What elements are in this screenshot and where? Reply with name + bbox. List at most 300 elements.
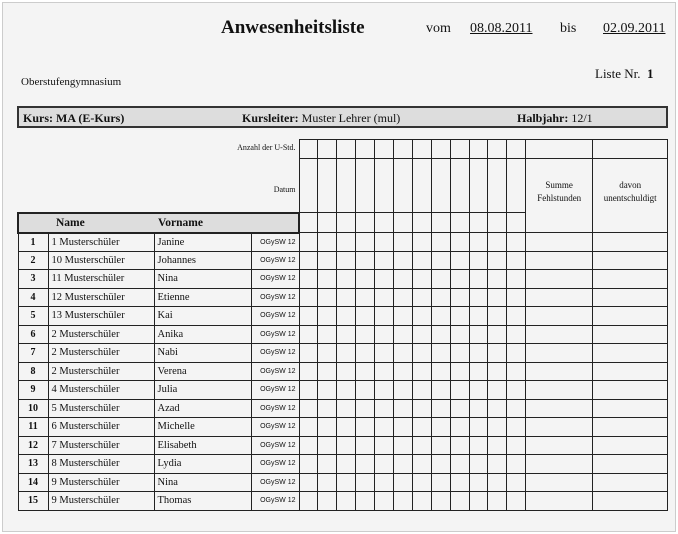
davon-header-top (593, 140, 668, 159)
attendance-cell[interactable] (507, 325, 526, 344)
attendance-cell[interactable] (337, 436, 356, 455)
attendance-cell[interactable] (356, 251, 375, 270)
attendance-cell[interactable] (488, 344, 507, 363)
hours-cell[interactable] (318, 140, 337, 159)
attendance-cell[interactable] (299, 270, 318, 289)
attendance-cell[interactable] (299, 344, 318, 363)
davon-cell[interactable] (593, 307, 668, 326)
attendance-cell[interactable] (318, 270, 337, 289)
attendance-cell[interactable] (469, 473, 488, 492)
hours-cell[interactable] (507, 140, 526, 159)
davon-cell[interactable] (593, 362, 668, 381)
liste-label: Liste Nr. (595, 66, 641, 81)
date-cell[interactable] (412, 159, 431, 213)
attendance-cell[interactable] (488, 492, 507, 511)
attendance-cell[interactable] (375, 399, 394, 418)
attendance-cell[interactable] (299, 455, 318, 474)
date-cell[interactable] (431, 159, 450, 213)
vorname-header: Vorname (154, 213, 251, 233)
student-class: OGySW 12 (251, 436, 299, 455)
attendance-cell[interactable] (431, 362, 450, 381)
attendance-cell[interactable] (375, 288, 394, 307)
student-name: 5 Musterschüler (48, 399, 154, 418)
attendance-cell[interactable] (431, 270, 450, 289)
attendance-cell[interactable] (469, 325, 488, 344)
hours-cell[interactable] (469, 140, 488, 159)
attendance-cell[interactable] (356, 288, 375, 307)
attendance-cell[interactable] (318, 307, 337, 326)
attendance-cell[interactable] (507, 233, 526, 252)
attendance-cell[interactable] (507, 455, 526, 474)
date-cell[interactable] (356, 159, 375, 213)
summe-cell[interactable] (526, 473, 593, 492)
attendance-cell[interactable] (337, 270, 356, 289)
row-number: 6 (18, 325, 48, 344)
row-number: 1 (18, 233, 48, 252)
attendance-cell[interactable] (507, 436, 526, 455)
date-header-cell (337, 213, 356, 233)
kurs: Kurs: MA (E-Kurs) (23, 111, 125, 125)
davon-cell[interactable] (593, 233, 668, 252)
attendance-cell[interactable] (412, 436, 431, 455)
date-cell[interactable] (469, 159, 488, 213)
student-vorname: Lydia (154, 455, 251, 474)
row-number: 2 (18, 251, 48, 270)
attendance-cell[interactable] (507, 492, 526, 511)
hours-cell[interactable] (412, 140, 431, 159)
student-row (18, 436, 668, 455)
date-cell[interactable] (318, 159, 337, 213)
bis-date: 02.09.2011 (603, 21, 666, 36)
attendance-cell[interactable] (356, 325, 375, 344)
attendance-cell[interactable] (469, 307, 488, 326)
attendance-cell[interactable] (318, 325, 337, 344)
attendance-cell[interactable] (412, 362, 431, 381)
student-class: OGySW 12 (251, 473, 299, 492)
student-class: OGySW 12 (251, 362, 299, 381)
davon-cell[interactable] (593, 399, 668, 418)
hours-cell[interactable] (488, 140, 507, 159)
row-number: 12 (18, 436, 48, 455)
attendance-cell[interactable] (299, 418, 318, 437)
student-vorname: Elisabeth (154, 436, 251, 455)
attendance-cell[interactable] (393, 473, 412, 492)
attendance-cell[interactable] (318, 418, 337, 437)
attendance-cell[interactable] (337, 307, 356, 326)
davon-cell[interactable] (593, 455, 668, 474)
attendance-cell[interactable] (318, 344, 337, 363)
attendance-cell[interactable] (488, 251, 507, 270)
attendance-cell[interactable] (488, 399, 507, 418)
attendance-cell[interactable] (431, 344, 450, 363)
attendance-cell[interactable] (488, 325, 507, 344)
attendance-cell[interactable] (469, 344, 488, 363)
hours-cell[interactable] (431, 140, 450, 159)
student-row (18, 288, 668, 307)
student-vorname: Etienne (154, 288, 251, 307)
attendance-cell[interactable] (507, 288, 526, 307)
attendance-cell[interactable] (488, 473, 507, 492)
name-header: Name (48, 213, 154, 233)
attendance-cell[interactable] (488, 455, 507, 474)
student-class: OGySW 12 (251, 307, 299, 326)
attendance-cell[interactable] (299, 362, 318, 381)
attendance-cell[interactable] (412, 455, 431, 474)
student-class: OGySW 12 (251, 325, 299, 344)
student-name: 1 Musterschüler (48, 233, 154, 252)
student-row (18, 455, 668, 474)
attendance-cell[interactable] (337, 399, 356, 418)
summe-cell[interactable] (526, 381, 593, 400)
attendance-cell[interactable] (337, 381, 356, 400)
attendance-cell[interactable] (318, 492, 337, 511)
datum-label: Datum (273, 184, 296, 194)
date-cell[interactable] (375, 159, 394, 213)
attendance-cell[interactable] (375, 344, 394, 363)
attendance-cell[interactable] (412, 251, 431, 270)
kursleiter-value: Muster Lehrer (mul) (301, 111, 401, 125)
attendance-cell[interactable] (393, 288, 412, 307)
summe-cell[interactable] (526, 436, 593, 455)
attendance-cell[interactable] (431, 473, 450, 492)
attendance-cell[interactable] (337, 473, 356, 492)
hours-cell[interactable] (393, 140, 412, 159)
attendance-cell[interactable] (431, 492, 450, 511)
summe-cell[interactable] (526, 307, 593, 326)
attendance-cell[interactable] (469, 381, 488, 400)
davon-cell[interactable] (593, 288, 668, 307)
attendance-cell[interactable] (337, 251, 356, 270)
attendance-cell[interactable] (393, 436, 412, 455)
student-vorname: Verena (154, 362, 251, 381)
attendance-cell[interactable] (356, 492, 375, 511)
attendance-cell[interactable] (299, 288, 318, 307)
attendance-cell[interactable] (375, 418, 394, 437)
attendance-cell[interactable] (356, 418, 375, 437)
attendance-cell[interactable] (393, 233, 412, 252)
date-cell[interactable] (507, 159, 526, 213)
attendance-cell[interactable] (488, 381, 507, 400)
course-info-bar (17, 106, 668, 128)
attendance-cell[interactable] (450, 288, 469, 307)
attendance-cell[interactable] (450, 381, 469, 400)
attendance-cell[interactable] (393, 381, 412, 400)
summe-cell[interactable] (526, 325, 593, 344)
date-header-cell (375, 213, 394, 233)
attendance-cell[interactable] (450, 307, 469, 326)
summe-cell[interactable] (526, 251, 593, 270)
davon-cell[interactable] (593, 344, 668, 363)
attendance-cell[interactable] (507, 251, 526, 270)
attendance-cell[interactable] (488, 288, 507, 307)
attendance-cell[interactable] (450, 251, 469, 270)
attendance-cell[interactable] (299, 307, 318, 326)
attendance-cell[interactable] (393, 307, 412, 326)
attendance-cell[interactable] (450, 233, 469, 252)
attendance-cell[interactable] (507, 381, 526, 400)
date-cell[interactable] (450, 159, 469, 213)
date-header-cell (299, 213, 318, 233)
attendance-cell[interactable] (431, 325, 450, 344)
attendance-cell[interactable] (299, 492, 318, 511)
attendance-cell[interactable] (488, 418, 507, 437)
attendance-cell[interactable] (431, 455, 450, 474)
attendance-cell[interactable] (393, 344, 412, 363)
student-vorname: Thomas (154, 492, 251, 511)
davon-cell[interactable] (593, 473, 668, 492)
attendance-cell[interactable] (318, 473, 337, 492)
attendance-cell[interactable] (299, 325, 318, 344)
student-row (18, 381, 668, 400)
vom-date: 08.08.2011 (470, 21, 533, 36)
vom-label: vom (426, 21, 451, 36)
attendance-cell[interactable] (375, 455, 394, 474)
attendance-cell[interactable] (488, 307, 507, 326)
attendance-cell[interactable] (412, 418, 431, 437)
attendance-cell[interactable] (469, 288, 488, 307)
attendance-cell[interactable] (431, 307, 450, 326)
attendance-cell[interactable] (393, 251, 412, 270)
hours-cell[interactable] (356, 140, 375, 159)
attendance-cell[interactable] (469, 270, 488, 289)
attendance-cell[interactable] (393, 455, 412, 474)
date-cell[interactable] (337, 159, 356, 213)
attendance-cell[interactable] (488, 233, 507, 252)
summe-cell[interactable] (526, 418, 593, 437)
attendance-cell[interactable] (356, 233, 375, 252)
attendance-cell[interactable] (337, 492, 356, 511)
halbjahr-value: 12/1 (571, 111, 593, 125)
davon-cell[interactable] (593, 418, 668, 437)
student-name: 12 Musterschüler (48, 288, 154, 307)
attendance-cell[interactable] (318, 251, 337, 270)
student-row (18, 325, 668, 344)
attendance-cell[interactable] (469, 418, 488, 437)
attendance-cell[interactable] (412, 288, 431, 307)
attendance-cell[interactable] (393, 362, 412, 381)
attendance-cell[interactable] (450, 344, 469, 363)
attendance-cell[interactable] (450, 399, 469, 418)
date-cell[interactable] (488, 159, 507, 213)
summe-cell[interactable] (526, 233, 593, 252)
attendance-cell[interactable] (412, 325, 431, 344)
attendance-cell[interactable] (431, 233, 450, 252)
attendance-cell[interactable] (375, 381, 394, 400)
attendance-cell[interactable] (393, 492, 412, 511)
attendance-cell[interactable] (337, 325, 356, 344)
attendance-cell[interactable] (337, 288, 356, 307)
attendance-cell[interactable] (450, 325, 469, 344)
student-class: OGySW 12 (251, 288, 299, 307)
attendance-cell[interactable] (375, 362, 394, 381)
davon-cell[interactable] (593, 492, 668, 511)
attendance-cell[interactable] (431, 418, 450, 437)
attendance-cell[interactable] (469, 399, 488, 418)
date-header-cell (450, 213, 469, 233)
attendance-cell[interactable] (356, 381, 375, 400)
attendance-cell[interactable] (318, 436, 337, 455)
attendance-cell[interactable] (412, 270, 431, 289)
attendance-cell[interactable] (488, 270, 507, 289)
attendance-cell[interactable] (356, 473, 375, 492)
attendance-cell[interactable] (507, 307, 526, 326)
attendance-cell[interactable] (412, 473, 431, 492)
kursleiter-label: Kursleiter: (242, 111, 299, 125)
attendance-cell[interactable] (412, 233, 431, 252)
davon-cell[interactable] (593, 436, 668, 455)
student-class: OGySW 12 (251, 270, 299, 289)
halbjahr-label: Halbjahr: (517, 111, 569, 125)
attendance-cell[interactable] (393, 325, 412, 344)
kursleiter (242, 111, 400, 126)
attendance-cell[interactable] (337, 418, 356, 437)
attendance-cell[interactable] (431, 288, 450, 307)
attendance-cell[interactable] (299, 399, 318, 418)
attendance-cell[interactable] (318, 288, 337, 307)
student-name: 7 Musterschüler (48, 436, 154, 455)
attendance-cell[interactable] (375, 233, 394, 252)
attendance-cell[interactable] (412, 492, 431, 511)
date-cell[interactable] (393, 159, 412, 213)
attendance-cell[interactable] (356, 455, 375, 474)
date-cell[interactable] (299, 159, 318, 213)
attendance-cell[interactable] (318, 362, 337, 381)
attendance-cell[interactable] (299, 233, 318, 252)
student-vorname: Nabi (154, 344, 251, 363)
attendance-cell[interactable] (318, 399, 337, 418)
summe-cell[interactable] (526, 344, 593, 363)
student-class: OGySW 12 (251, 418, 299, 437)
attendance-cell[interactable] (375, 251, 394, 270)
attendance-cell[interactable] (469, 362, 488, 381)
attendance-cell[interactable] (356, 399, 375, 418)
hours-cell[interactable] (299, 140, 318, 159)
attendance-cell[interactable] (450, 473, 469, 492)
nr-header (18, 213, 48, 233)
liste-number: 1 (647, 66, 654, 81)
davon-cell[interactable] (593, 251, 668, 270)
attendance-cell[interactable] (469, 233, 488, 252)
student-name: 8 Musterschüler (48, 455, 154, 474)
attendance-cell[interactable] (412, 381, 431, 400)
attendance-cell[interactable] (450, 418, 469, 437)
attendance-cell[interactable] (318, 381, 337, 400)
summe-cell[interactable] (526, 270, 593, 289)
halbjahr (517, 111, 593, 126)
attendance-cell[interactable] (299, 381, 318, 400)
student-name: 13 Musterschüler (48, 307, 154, 326)
row-number: 11 (18, 418, 48, 437)
attendance-cell[interactable] (450, 455, 469, 474)
attendance-cell[interactable] (412, 307, 431, 326)
attendance-cell[interactable] (318, 233, 337, 252)
attendance-cell[interactable] (299, 436, 318, 455)
attendance-cell[interactable] (507, 270, 526, 289)
attendance-cell[interactable] (450, 492, 469, 511)
attendance-cell[interactable] (431, 436, 450, 455)
davon-cell[interactable] (593, 381, 668, 400)
school-name: Oberstufengymnasium (21, 76, 122, 88)
attendance-cell[interactable] (375, 492, 394, 511)
summe-cell[interactable] (526, 399, 593, 418)
attendance-cell[interactable] (393, 270, 412, 289)
row-number: 5 (18, 307, 48, 326)
attendance-cell[interactable] (450, 362, 469, 381)
attendance-cell[interactable] (431, 251, 450, 270)
summe-header: Summe Fehlstunden (526, 159, 593, 233)
attendance-cell[interactable] (450, 436, 469, 455)
attendance-cell[interactable] (412, 344, 431, 363)
attendance-cell[interactable] (356, 436, 375, 455)
attendance-cell[interactable] (356, 270, 375, 289)
attendance-cell[interactable] (507, 418, 526, 437)
summe-cell[interactable] (526, 362, 593, 381)
attendance-cell[interactable] (356, 362, 375, 381)
attendance-cell[interactable] (507, 344, 526, 363)
attendance-cell[interactable] (337, 362, 356, 381)
attendance-cell[interactable] (507, 399, 526, 418)
davon-cell[interactable] (593, 325, 668, 344)
attendance-cell[interactable] (375, 325, 394, 344)
attendance-cell[interactable] (375, 307, 394, 326)
hours-cell[interactable] (375, 140, 394, 159)
hours-cell[interactable] (450, 140, 469, 159)
attendance-cell[interactable] (431, 399, 450, 418)
student-row (18, 270, 668, 289)
row-number: 8 (18, 362, 48, 381)
student-class: OGySW 12 (251, 455, 299, 474)
attendance-cell[interactable] (488, 362, 507, 381)
attendance-cell[interactable] (412, 399, 431, 418)
attendance-cell[interactable] (488, 436, 507, 455)
attendance-cell[interactable] (431, 381, 450, 400)
attendance-cell[interactable] (375, 436, 394, 455)
student-row (18, 233, 668, 252)
attendance-cell[interactable] (337, 455, 356, 474)
row-number: 7 (18, 344, 48, 363)
davon-cell[interactable] (593, 270, 668, 289)
attendance-cell[interactable] (507, 362, 526, 381)
summe-header-top (526, 140, 593, 159)
student-row (18, 344, 668, 363)
attendance-cell[interactable] (318, 455, 337, 474)
attendance-cell[interactable] (356, 307, 375, 326)
summe-cell[interactable] (526, 455, 593, 474)
attendance-cell[interactable] (507, 473, 526, 492)
attendance-cell[interactable] (469, 436, 488, 455)
attendance-cell[interactable] (469, 455, 488, 474)
attendance-cell[interactable] (299, 251, 318, 270)
attendance-cell[interactable] (299, 473, 318, 492)
summe-cell[interactable] (526, 288, 593, 307)
attendance-cell[interactable] (337, 344, 356, 363)
attendance-cell[interactable] (393, 399, 412, 418)
attendance-cell[interactable] (375, 270, 394, 289)
attendance-cell[interactable] (469, 492, 488, 511)
student-name: 4 Musterschüler (48, 381, 154, 400)
liste-nr (595, 66, 654, 82)
hours-cell[interactable] (337, 140, 356, 159)
attendance-cell[interactable] (393, 418, 412, 437)
summe-cell[interactable] (526, 492, 593, 511)
attendance-cell[interactable] (375, 473, 394, 492)
attendance-cell[interactable] (450, 270, 469, 289)
student-row (18, 362, 668, 381)
attendance-cell[interactable] (356, 344, 375, 363)
attendance-cell[interactable] (469, 251, 488, 270)
attendance-cell[interactable] (337, 233, 356, 252)
student-class: OGySW 12 (251, 381, 299, 400)
